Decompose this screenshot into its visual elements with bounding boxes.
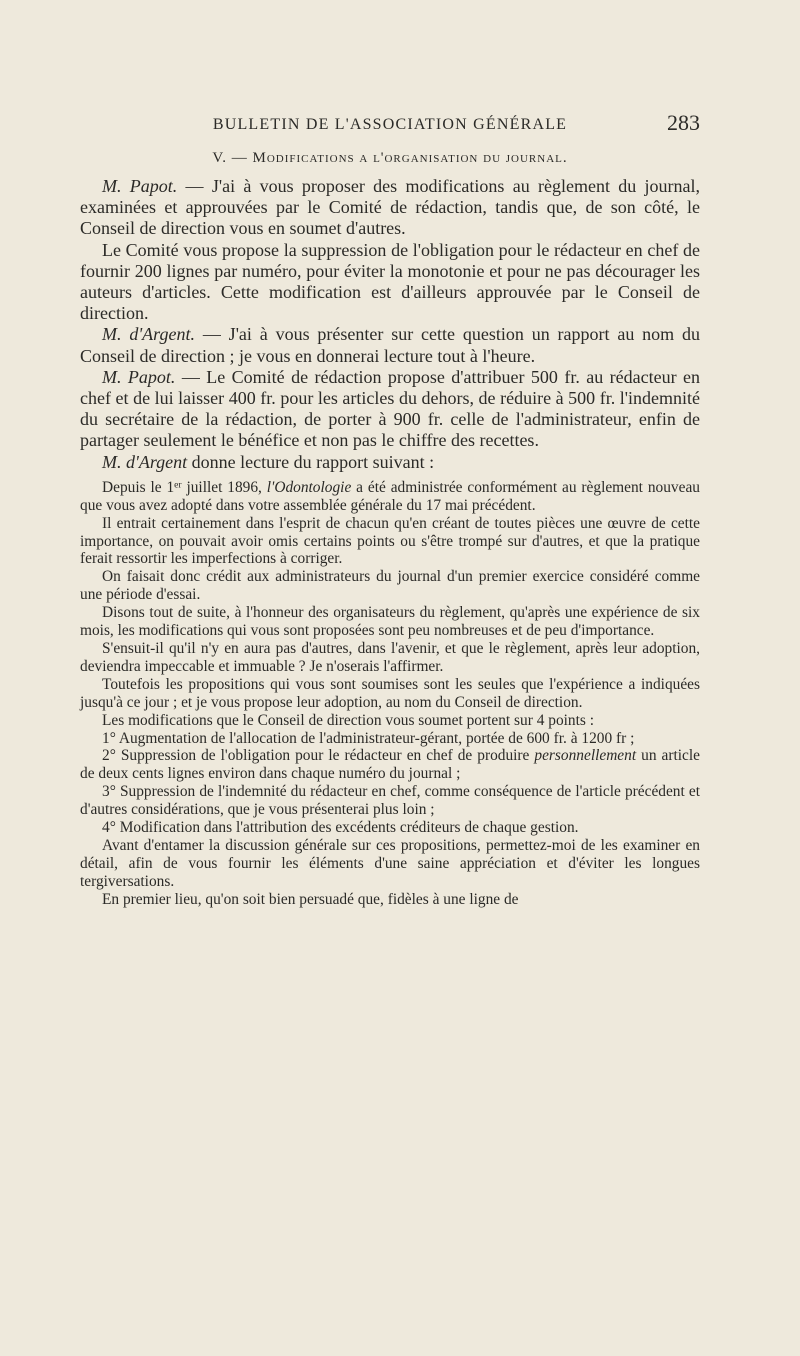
section-title: V. — Modifications a l'organisation du journal.	[212, 150, 568, 166]
report-paragraph: Toutefois les propositions qui vous sont soumises sont les seules que l'expérience a indiquées jusqu'à ce jour ; et je vous propose leur adoption, au nom du Conseil de direction.	[80, 675, 700, 711]
report-text-run: juillet 1896,	[181, 478, 267, 496]
speaker-name: M. d'Argent	[102, 451, 188, 472]
report-paragraph: Avant d'entamer la discussion générale sur ces propositions, permettez-moi de les examiner en détail, afin de vous fournir les éléments d'une saine appréciation et d'éviter les longues tergiversations.	[80, 836, 700, 890]
report-paragraph: Il entrait certainement dans l'esprit de chacun qu'en créant de toutes pièces une œuvre de cette importance, on pouvait avoir omis certains points ou s'être trompé sur d'autres, et que la pratique ferait ressortir les imperfections à corriger.	[80, 514, 700, 568]
report-paragraph: En premier lieu, qu'on soit bien persuadé que, fidèles à une ligne de	[102, 890, 519, 908]
report-paragraph	[80, 479, 700, 515]
report-list-item: 3° Suppression de l'indemnité du rédacteur en chef, comme conséquence de l'article précédent et d'autres considérations, que je vous présenterai plus loin ;	[80, 783, 700, 819]
speaker-name: M. d'Argent.	[102, 324, 196, 345]
paragraph-text: donne lecture du rapport suivant :	[187, 451, 435, 472]
report-text-run: 2° Suppression de l'obligation pour le rédacteur en chef de produire	[102, 747, 535, 765]
speaker-name: M. Papot.	[102, 176, 178, 196]
report-text-run: un article de deux cents lignes environ dans chaque numéro du journal ;	[80, 747, 700, 783]
page-number: 283	[667, 110, 700, 135]
paragraph-text: — J'ai à vous proposer des modifications au règlement du journal, examinées et approuvées par le Comité de rédaction, tandis que, de son côté, le Conseil de direction vous en soumet d'autres.	[80, 176, 700, 239]
report-list-item: 4° Modification dans l'attribution des excédents créditeurs de chaque gestion.	[102, 819, 579, 837]
superscript: er	[174, 479, 182, 491]
discussion-paragraph	[80, 240, 700, 325]
report-text-run: Depuis le 1	[102, 478, 175, 496]
journal-title: l'Odontologie	[266, 478, 352, 496]
report-paragraph: On faisait donc crédit aux administrateurs du journal d'un premier exercice considéré comme une période d'essai.	[80, 568, 700, 604]
discussion-paragraph	[80, 452, 700, 473]
discussion-paragraph	[80, 367, 700, 452]
report-paragraph: S'ensuit-il qu'il n'y en aura pas d'autres, dans l'avenir, et que le règlement, après leur adoption, deviendra impeccable et immuable ? Je n'oserais l'affirmer.	[80, 640, 700, 675]
report-text	[80, 479, 700, 909]
report-paragraph: Les modifications que le Conseil de direction vous soumet portent sur 4 points :	[102, 711, 594, 729]
report-list-item	[80, 747, 700, 783]
report-text-run: a été administrée conformément au règlement nouveau que vous avez adopté dans votre assemblée générale du 17 mai précédent.	[80, 478, 700, 514]
paragraph-text: Le Comité vous propose la suppression de l'obligation pour le rédacteur en chef de fournir 200 lignes par numéro, pour éviter la monotonie et pour ne pas décourager les auteurs d'articles. Cette modification est d'ailleurs approuvée par le Conseil de direction.	[80, 239, 700, 324]
running-header	[80, 110, 700, 140]
emphasis: personnellement	[534, 747, 637, 765]
paragraph-text: — J'ai à vous présenter sur cette question un rapport au nom du Conseil de direction ; je vous en donnerai lecture tout à l'heure.	[80, 324, 700, 366]
paragraph-text: — Le Comité de rédaction propose d'attribuer 500 fr. au rédacteur en chef et de lui laisser 400 fr. pour les articles du dehors, de réduire à 500 fr. l'indemnité du secrétaire de la rédaction, de porter à 900 fr. celle de l'administrateur, enfin de partager seulement le bénéfice et non pas le chiffre des recettes.	[80, 366, 700, 451]
page-body	[80, 176, 700, 909]
discussion-paragraph	[80, 176, 700, 240]
report-list-item: 1° Augmentation de l'allocation de l'administrateur-gérant, portée de 600 fr. à 1200 fr ;	[102, 729, 635, 747]
running-title: BULLETIN DE L'ASSOCIATION GÉNÉRALE	[212, 116, 568, 133]
discussion-paragraph	[80, 324, 700, 366]
report-paragraph: Disons tout de suite, à l'honneur des organisateurs du règlement, qu'après une expérience de six mois, les modifications qui vous sont proposées sont peu nombreuses et de peu d'importance.	[80, 604, 700, 640]
speaker-name: M. Papot.	[102, 366, 176, 387]
